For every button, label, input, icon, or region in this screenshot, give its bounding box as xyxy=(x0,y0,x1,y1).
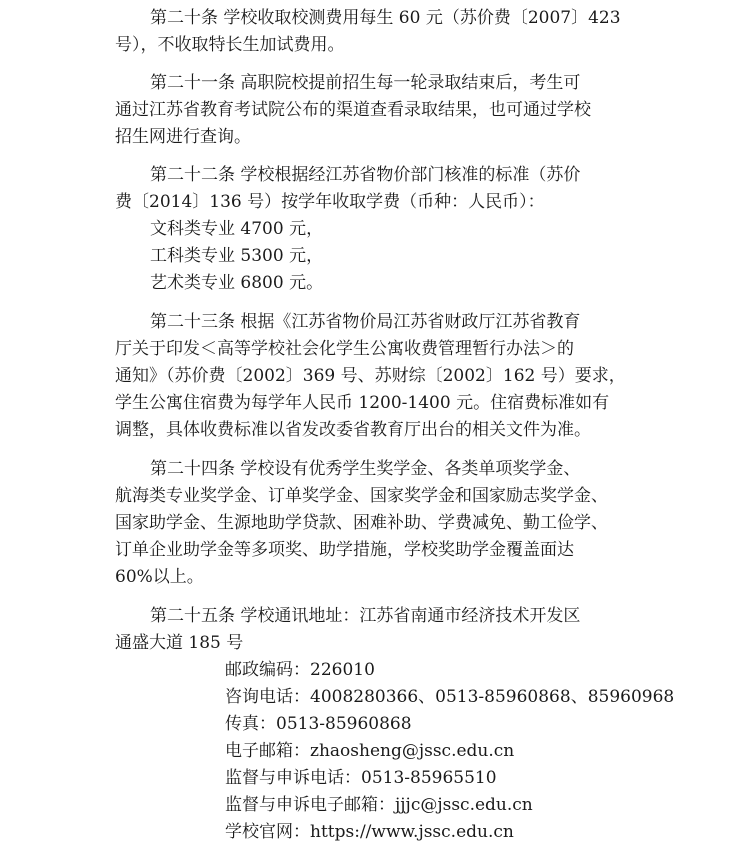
contact-complaint-email: 监督与申诉电子邮箱：jjjc@jssc.edu.cn xyxy=(225,795,533,815)
article-23-line-1: 第二十三条 根据《江苏省物价局江苏省财政厅江苏省教育 xyxy=(150,312,581,332)
fee-item-engineering: 工科类专业 5300 元， xyxy=(150,246,324,266)
contact-postcode: 邮政编码：226010 xyxy=(225,660,375,680)
article-23-line-2: 厅关于印发＜高等学校社会化学生公寓收费管理暂行办法＞的 xyxy=(115,339,574,359)
article-24-line-2: 航海类专业奖学金、订单奖学金、国家奖学金和国家励志奖学金、 xyxy=(115,486,608,506)
article-23-line-5: 调整，具体收费标准以省发改委省教育厅出台的相关文件为准。 xyxy=(115,420,591,440)
article-21-line-3: 招生网进行查询。 xyxy=(115,127,251,147)
article-24-line-4: 订单企业助学金等多项奖、助学措施，学校奖助学金覆盖面达 xyxy=(115,540,574,560)
article-21-line-2: 通过江苏省教育考试院公布的渠道查看录取结果，也可通过学校 xyxy=(115,100,591,120)
contact-email: 电子邮箱：zhaosheng@jssc.edu.cn xyxy=(225,741,515,761)
article-20-line-2: 号），不收取特长生加试费用。 xyxy=(115,35,345,55)
article-22-line-2: 费〔2014〕136 号）按学年收取学费（币种：人民币）： xyxy=(115,192,545,212)
article-24-line-5: 60%以上。 xyxy=(115,567,204,587)
contact-phone: 咨询电话：4008280366、0513-85960868、85960968 xyxy=(225,687,675,707)
article-20-line-1: 第二十条 学校收取校测费用每生 60 元（苏价费〔2007〕423 xyxy=(150,8,621,28)
contact-complaint-phone: 监督与申诉电话：0513-85965510 xyxy=(225,768,497,788)
article-21-line-1: 第二十一条 高职院校提前招生每一轮录取结束后，考生可 xyxy=(150,73,581,93)
contact-website: 学校官网：https://www.jssc.edu.cn xyxy=(225,822,514,842)
fee-item-arts: 艺术类专业 6800 元。 xyxy=(150,273,324,293)
article-24-line-3: 国家助学金、生源地助学贷款、困难补助、学费减免、勤工俭学、 xyxy=(115,513,608,533)
fee-item-liberal-arts: 文科类专业 4700 元， xyxy=(150,219,324,239)
article-23-line-3: 通知》（苏价费〔2002〕369 号、苏财综〔2002〕162 号）要求， xyxy=(115,366,626,386)
article-25-line-1: 第二十五条 学校通讯地址：江苏省南通市经济技术开发区 xyxy=(150,606,581,626)
article-24-line-1: 第二十四条 学校设有优秀学生奖学金、各类单项奖学金、 xyxy=(150,459,581,479)
contact-fax: 传真：0513-85960868 xyxy=(225,714,412,734)
article-22-line-1: 第二十二条 学校根据经江苏省物价部门核准的标准（苏价 xyxy=(150,165,581,185)
article-25-line-2: 通盛大道 185 号 xyxy=(115,633,244,653)
article-23-line-4: 学生公寓住宿费为每学年人民币 1200-1400 元。住宿费标准如有 xyxy=(115,393,610,413)
